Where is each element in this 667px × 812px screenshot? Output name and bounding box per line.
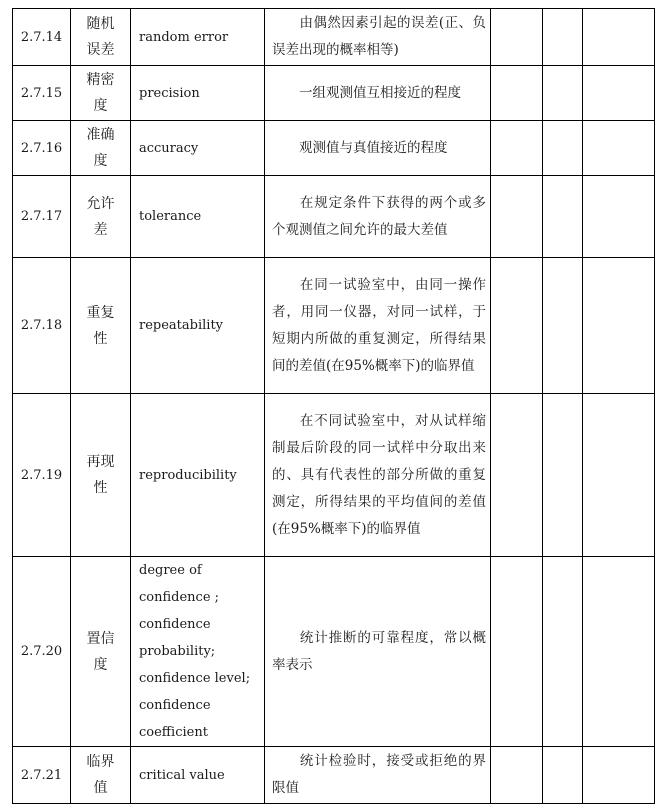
blank-cell <box>543 121 583 176</box>
term-english: accuracy <box>131 121 265 176</box>
blank-cell <box>543 9 583 66</box>
term-number: 2.7.17 <box>13 176 71 258</box>
table-row <box>13 66 655 121</box>
blank-cell <box>491 121 543 176</box>
table-row <box>13 258 655 394</box>
term-chinese: 随机 误差 <box>71 9 131 66</box>
term-definition: 在同一试验室中，由同一操作者，用同一仪器，对同一试样，于短期内所做的重复测定，所得结果间的差值(在95%概率下)的临界值 <box>265 258 491 394</box>
term-definition: 一组观测值互相接近的程度 <box>265 66 491 121</box>
term-number: 2.7.21 <box>13 747 71 804</box>
blank-cell <box>583 258 655 394</box>
blank-cell <box>583 557 655 747</box>
term-chinese: 允许 差 <box>71 176 131 258</box>
terms-table <box>12 8 655 804</box>
table-row <box>13 176 655 258</box>
blank-cell <box>491 557 543 747</box>
blank-cell <box>491 394 543 557</box>
term-definition: 在规定条件下获得的两个或多个观测值之间允许的最大差值 <box>265 176 491 258</box>
term-number: 2.7.15 <box>13 66 71 121</box>
term-chinese: 再现 性 <box>71 394 131 557</box>
blank-cell <box>583 9 655 66</box>
term-english: critical value <box>131 747 265 804</box>
term-english: repeatability <box>131 258 265 394</box>
blank-cell <box>543 66 583 121</box>
blank-cell <box>543 557 583 747</box>
term-definition: 观测值与真值接近的程度 <box>265 121 491 176</box>
term-definition: 由偶然因素引起的误差(正、负误差出现的概率相等) <box>265 9 491 66</box>
term-english: reproducibility <box>131 394 265 557</box>
blank-cell <box>583 394 655 557</box>
term-english: random error <box>131 9 265 66</box>
term-number: 2.7.19 <box>13 394 71 557</box>
blank-cell <box>543 394 583 557</box>
blank-cell <box>491 9 543 66</box>
term-definition: 在不同试验室中，对从试样缩制最后阶段的同一试样中分取出来的、具有代表性的部分所做的重复测定，所得结果的平均值间的差值(在95%概率下)的临界值 <box>265 394 491 557</box>
term-chinese: 准确 度 <box>71 121 131 176</box>
term-number: 2.7.20 <box>13 557 71 747</box>
term-number: 2.7.14 <box>13 9 71 66</box>
term-number: 2.7.18 <box>13 258 71 394</box>
term-english: tolerance <box>131 176 265 258</box>
term-english: degree of confidence ; confidence probability; confidence level; confidence coefficient <box>131 557 265 747</box>
table-row <box>13 9 655 66</box>
table-row <box>13 747 655 804</box>
blank-cell <box>583 66 655 121</box>
blank-cell <box>491 258 543 394</box>
blank-cell <box>491 747 543 804</box>
term-chinese: 精密 度 <box>71 66 131 121</box>
terms-table-body <box>13 9 655 804</box>
table-row <box>13 121 655 176</box>
blank-cell <box>543 258 583 394</box>
blank-cell <box>491 176 543 258</box>
term-definition: 统计检验时，接受或拒绝的界限值 <box>265 747 491 804</box>
term-chinese: 置信 度 <box>71 557 131 747</box>
blank-cell <box>583 176 655 258</box>
table-row <box>13 557 655 747</box>
blank-cell <box>583 747 655 804</box>
blank-cell <box>491 66 543 121</box>
term-chinese: 临界 值 <box>71 747 131 804</box>
table-row <box>13 394 655 557</box>
term-number: 2.7.16 <box>13 121 71 176</box>
term-english: precision <box>131 66 265 121</box>
blank-cell <box>543 176 583 258</box>
blank-cell <box>583 121 655 176</box>
term-chinese: 重复 性 <box>71 258 131 394</box>
term-definition: 统计推断的可靠程度，常以概率表示 <box>265 557 491 747</box>
blank-cell <box>543 747 583 804</box>
